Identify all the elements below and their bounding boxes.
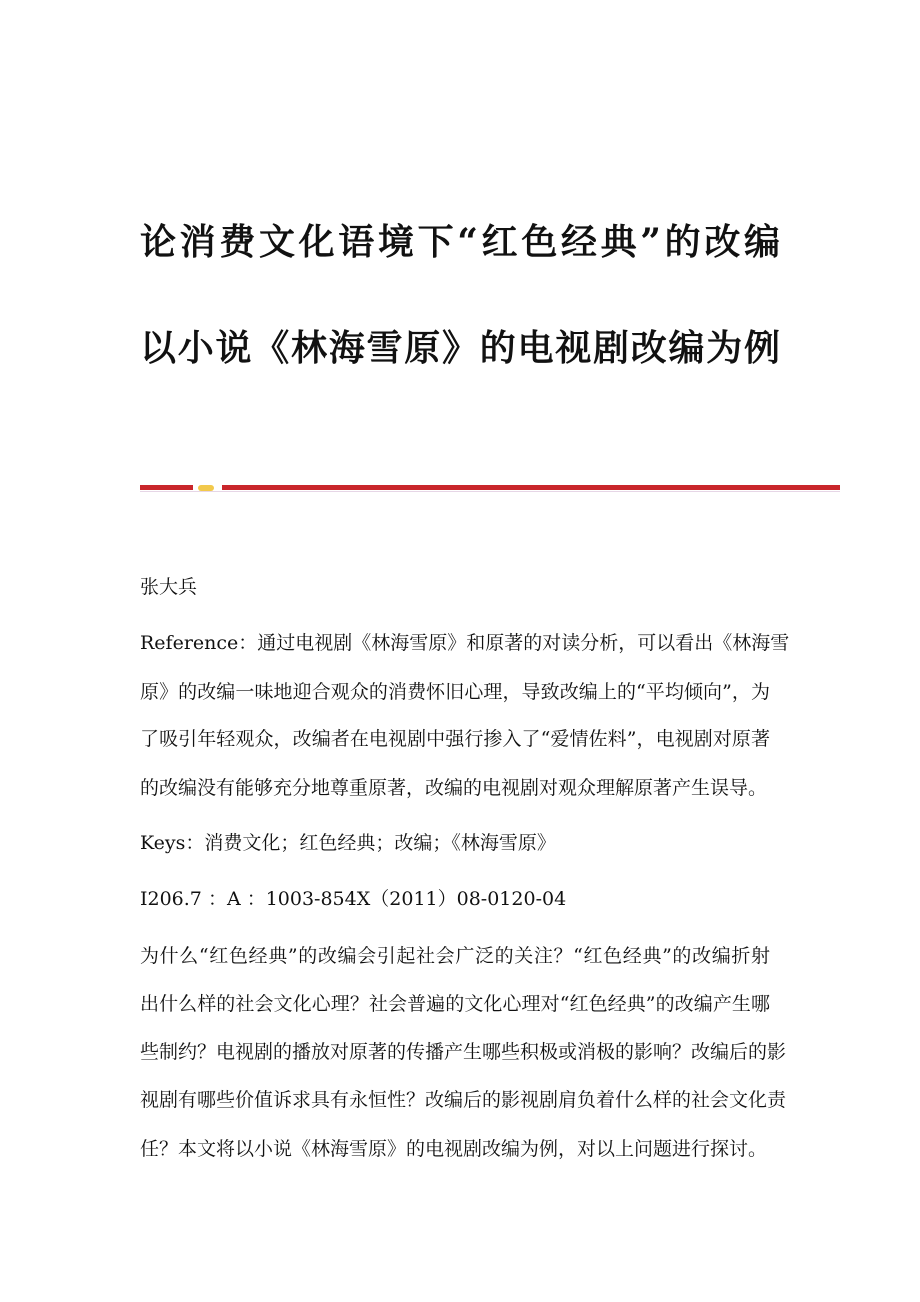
title-line-1: 论消费文化语境下“红色经典”的改编 [140, 221, 780, 263]
body-line: 任？本文将以小说《林海雪原》的电视剧改编为例，对以上问题进行探讨。 [140, 1138, 768, 1160]
body-line: 出什么样的社会文化心理？社会普遍的文化心理对“红色经典”的改编产生哪 [140, 993, 770, 1015]
keywords: Keys：消费文化；红色经典；改编；《林海雪原》 [140, 832, 556, 854]
classification: I206.7 ：A ：1003-854X（2011）08-0120-04 [140, 888, 567, 910]
abstract-line: 的改编没有能够充分地尊重原著，改编的电视剧对观众理解原著产生误导。 [140, 777, 768, 799]
author: 张大兵 [140, 576, 198, 598]
title-line-2: 以小说《林海雪原》的电视剧改编为例 [140, 327, 780, 369]
abstract-line: 原》的改编一味地迎合观众的消费怀旧心理，导致改编上的“平均倾向”，为 [140, 681, 770, 703]
abstract-line: Reference：通过电视剧《林海雪原》和原著的对读分析，可以看出《林海雪 [140, 632, 790, 654]
body-line: 为什么“红色经典”的改编会引起社会广泛的关注？“红色经典”的改编折射 [140, 945, 770, 967]
body-line: 些制约？电视剧的播放对原著的传播产生哪些积极或消极的影响？改编后的影 [140, 1041, 787, 1063]
abstract-line: 了吸引年轻观众，改编者在电视剧中强行掺入了“爱情佐料”，电视剧对原著 [140, 728, 770, 750]
title-divider [140, 485, 840, 491]
body-line: 视剧有哪些价值诉求具有永恒性？改编后的影视剧肩负着什么样的社会文化责 [140, 1089, 787, 1111]
